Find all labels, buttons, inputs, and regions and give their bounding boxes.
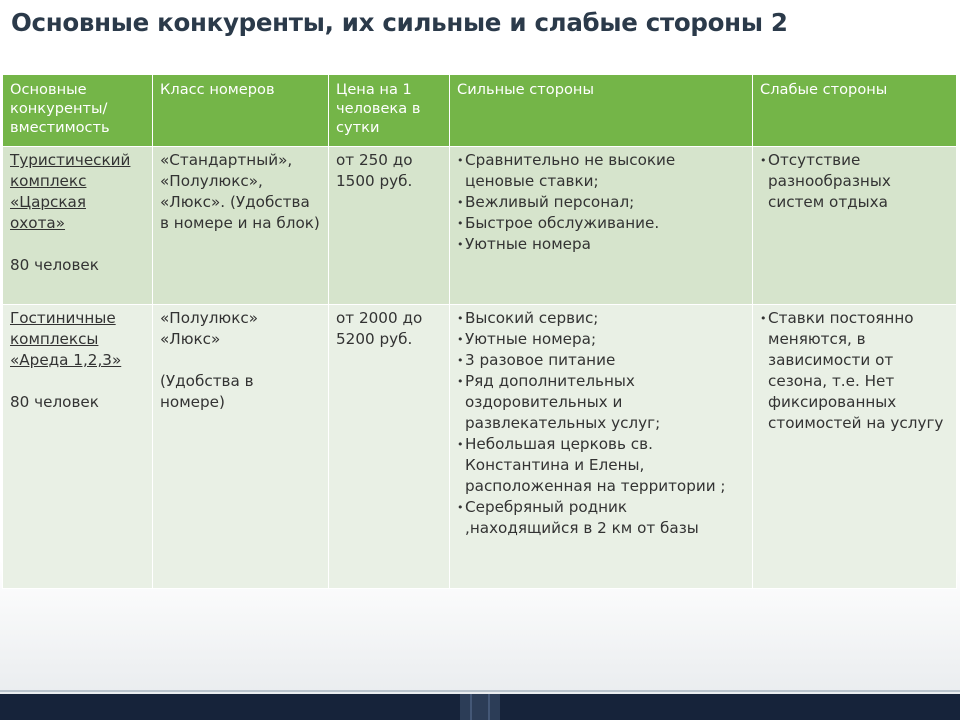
table-header-row: [3, 75, 957, 147]
cell-weaknesses: [753, 305, 957, 589]
capacity-text: 80 человек: [10, 256, 99, 274]
competitor-link[interactable]: Гостиничные комплексы «Ареда 1,2,3»: [10, 309, 122, 369]
price-text: от 250 до 1500 руб.: [336, 151, 413, 190]
competitors-table: [2, 74, 957, 589]
list-item: • Небольшая церковь св. Константина и Елены, расположенная на территории ;: [457, 434, 745, 497]
list-item: • Ставки постоянно меняются, в зависимости от сезона, т.е. Нет фиксированных стоимостей на услугу: [760, 308, 949, 434]
room-class-note: (Удобства в номере): [160, 372, 254, 411]
list-item: • Уютные номера;: [457, 329, 745, 350]
list-item: • Вежливый персонал;: [457, 192, 745, 213]
footer-divider: [0, 690, 960, 692]
footer-accent-tick: [470, 694, 472, 720]
header-strengths: Сильные стороны: [450, 75, 753, 147]
header-price: Цена на 1 человека в сутки: [329, 75, 450, 147]
cell-strengths: [450, 147, 753, 305]
strengths-list: [457, 150, 745, 255]
cell-weaknesses: [753, 147, 957, 305]
cell-competitor: [3, 305, 153, 589]
cell-competitor: [3, 147, 153, 305]
list-item: • 3 разовое питание: [457, 350, 745, 371]
list-item: • Отсутствие разнообразных систем отдыха: [760, 150, 949, 213]
list-item: • Серебряный родник ,находящийся в 2 км от базы: [457, 497, 745, 539]
list-item: • Сравнительно не высокие ценовые ставки;: [457, 150, 745, 192]
room-class-text: «Стандартный», «Полулюкс», «Люкс». (Удобства в номере и на блок): [160, 151, 320, 232]
cell-price: [329, 147, 450, 305]
cell-room-class: [153, 147, 329, 305]
table-row: [3, 147, 957, 305]
weaknesses-list: [760, 150, 949, 213]
footer-accent-block: [460, 694, 500, 720]
list-item: • Ряд дополнительных оздоровительных и развлекательных услуг;: [457, 371, 745, 434]
list-item: • Быстрое обслуживание.: [457, 213, 745, 234]
header-competitors: Основные конкуренты/ вместимость: [3, 75, 153, 147]
header-room-class: Класс номеров: [153, 75, 329, 147]
list-item: • Высокий сервис;: [457, 308, 745, 329]
weaknesses-list: [760, 308, 949, 434]
strengths-list: [457, 308, 745, 539]
slide-title: Основные конкуренты, их сильные и слабые стороны 2: [11, 8, 788, 37]
capacity-text: 80 человек: [10, 393, 99, 411]
table-row: [3, 305, 957, 589]
cell-room-class: [153, 305, 329, 589]
footer-accent-tick: [488, 694, 490, 720]
cell-price: [329, 305, 450, 589]
competitor-link[interactable]: Туристический комплекс «Царская охота»: [10, 151, 131, 232]
room-class-text: «Полулюкс» «Люкс»: [160, 309, 259, 348]
header-weaknesses: Слабые стороны: [753, 75, 957, 147]
price-text: от 2000 до 5200 руб.: [336, 309, 423, 348]
list-item: • Уютные номера: [457, 234, 745, 255]
cell-strengths: [450, 305, 753, 589]
